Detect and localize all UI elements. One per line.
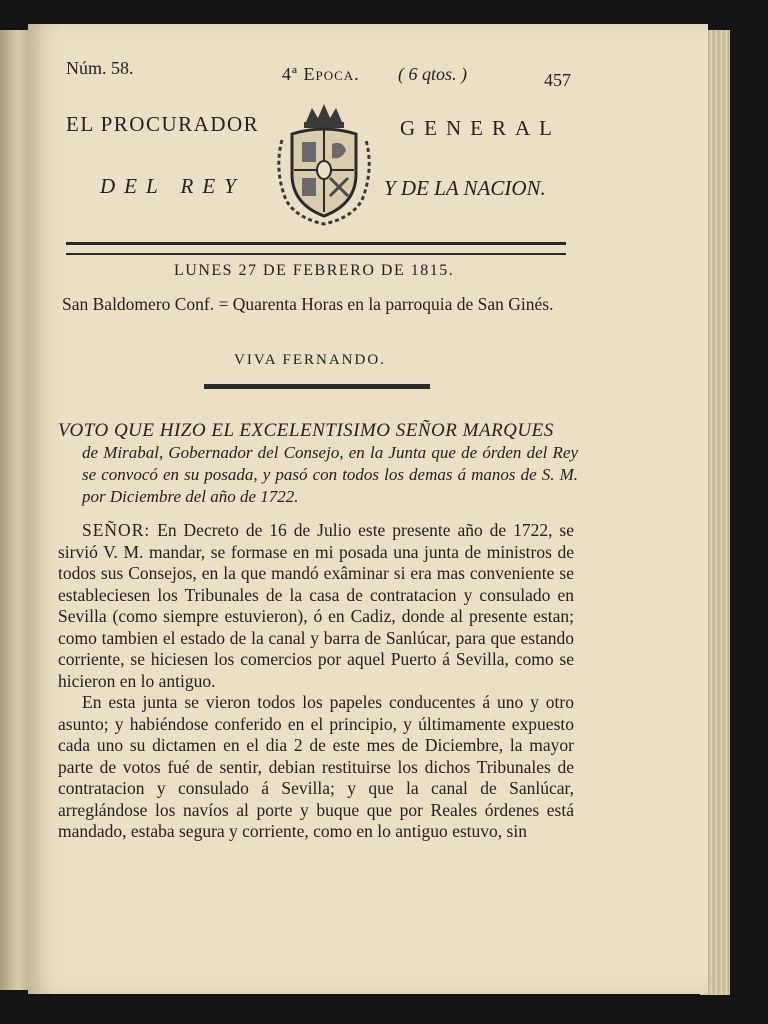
issue-number: Núm. 58. — [66, 58, 134, 78]
newspaper-page — [28, 24, 708, 994]
masthead-de-la-nacion: Y DE LA NACION. — [384, 176, 546, 200]
slogan: VIVA FERNANDO. — [234, 352, 386, 368]
masthead-general: GENERAL — [400, 116, 561, 140]
paragraph-1-text: En Decreto de 16 de Julio este presente año de 1722, se sirvió V. M. mandar, se formase en mi posada una junta de ministros de todos sus Consejos, en la que mandó exâminar si era mas conveniente se estableciesen los Tribunales de la casa de contratacion y consulado en Sevilla (como siempre estuvieron), ó en Cadiz, donde al presente estan; como tambien el estado de la canal y barra de Sanlúcar, para que estando corriente, se hiciesen los comercios por aquel Puerto á Sevilla, como se hicieron en lo antiguo. — [58, 520, 575, 691]
slogan-rule — [204, 384, 430, 389]
paragraph-2: En esta junta se vieron todos los papeles conducentes á uno y otro asunto; y habiéndose conferido en el principio, y últimamente expuesto cada uno su dictamen en el dia 2 de este mes de Diciembre, la mayor parte de votos fué de sentir, debian restituirse los dichos Tribunales de contratacion y consulado á Sevilla; y que la canal de Sanlúcar, arreglándose los navíos al porte y buque que por Reales órdenes está mandado, estaba segura y corriente, como en lo antiguo estuvo, sin — [58, 692, 574, 841]
paragraph-1 — [58, 520, 574, 692]
left-page-edge — [0, 30, 30, 990]
salutation: SEÑOR: — [82, 520, 151, 540]
saints-line: San Baldomero Conf. = Quarenta Horas en la parroquia de San Ginés. — [62, 294, 554, 314]
masthead-del-rey: DEL REY — [100, 174, 245, 198]
article-heading-subtitle: de Mirabal, Gobernador del Consejo, en la Junta que de órden del Rey se convocó en su posada, y pasó con todos los demas á manos de S. M. por Diciembre del año de 1722. — [82, 443, 578, 506]
masthead-rule — [66, 242, 566, 255]
epoch-label: 4ª Epoca. — [282, 64, 360, 84]
date-line: LUNES 27 DE FEBRERO DE 1815. — [174, 262, 455, 279]
quarters-label: ( 6 qtos. ) — [398, 64, 467, 84]
article-body — [58, 520, 574, 843]
article-heading — [58, 420, 578, 508]
royal-coat-of-arms-icon — [272, 100, 376, 228]
page-number: 457 — [544, 70, 571, 90]
masthead-el-procurador: EL PROCURADOR — [66, 112, 260, 136]
article-heading-title: VOTO QUE HIZO EL EXCELENTISIMO SEÑOR MARQUES — [58, 420, 554, 441]
